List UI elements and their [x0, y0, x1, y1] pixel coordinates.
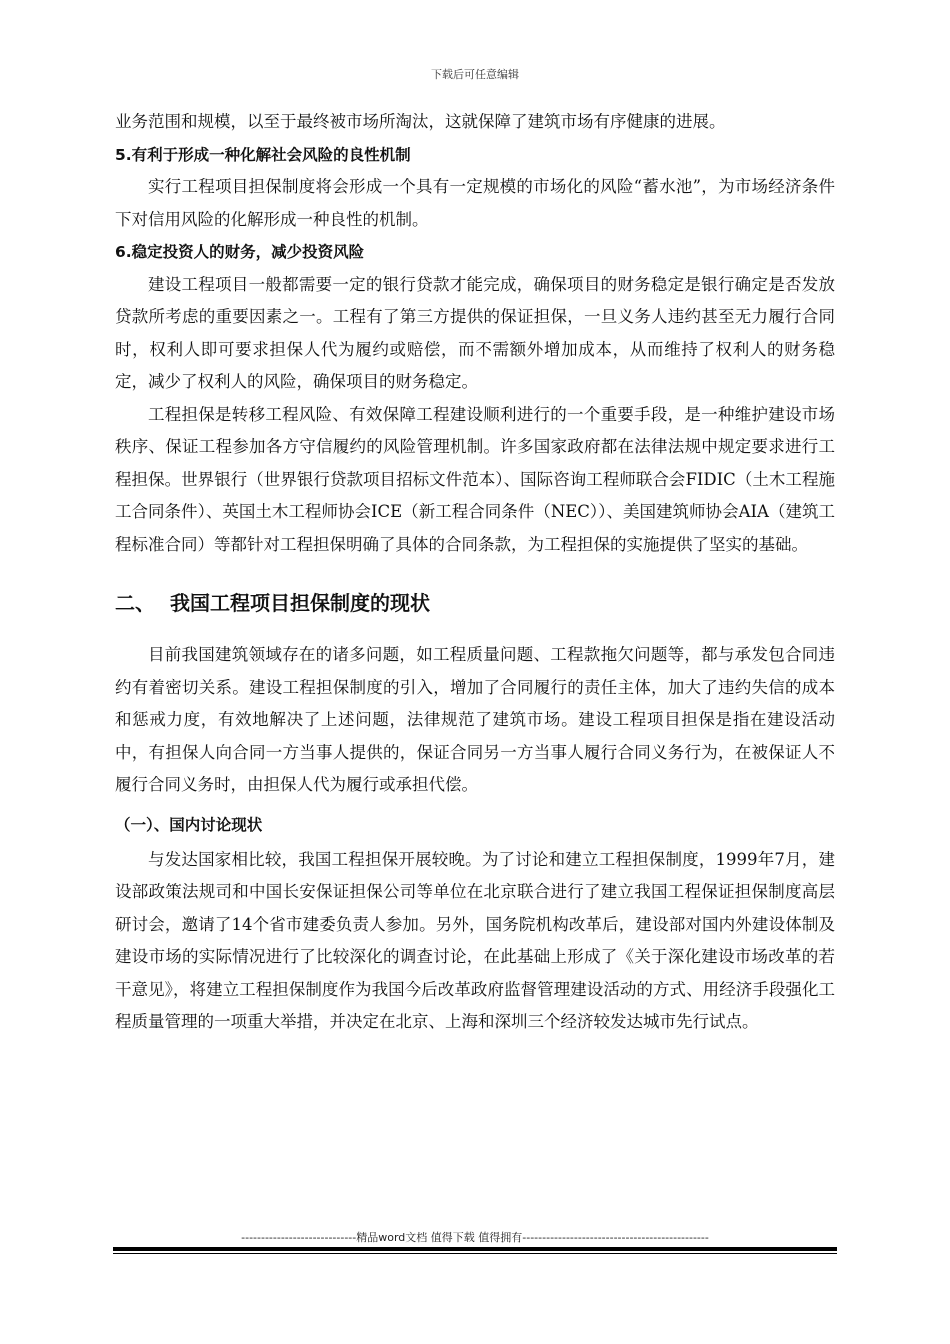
section-heading-5: 5.有利于形成一种化解社会风险的良性机制	[115, 145, 411, 164]
paragraph: 建设工程项目一般都需要一定的银行贷款才能完成，确保项目的财务稳定是银行确定是否发放贷款所考虑的重要因素之一。工程有了第三方提供的保证担保，一旦义务人违约甚至无力履行合同时，权利人即可要求担保人代为履约或赔偿，而不需额外增加成本，从而维持了权利人的财务稳定，减少了权利人的风险，确保项目的财务稳定。	[115, 274, 835, 391]
chapter-title: 我国工程项目担保制度的现状	[170, 591, 430, 615]
chapter-heading	[115, 587, 835, 619]
paragraph: 实行工程项目担保制度将会形成一个具有一定规模的市场化的风险“蓄水池”，为市场经济条件下对信用风险的化解形成一种良性的机制。	[115, 177, 835, 229]
page-header: 下载后可任意编辑	[431, 68, 519, 81]
chapter-number: 二、	[115, 591, 155, 615]
footer-rule-thick	[113, 1247, 837, 1251]
subsection-heading: （一）、国内讨论现状	[115, 815, 263, 834]
paragraph: 与发达国家相比较，我国工程担保开展较晚。为了讨论和建立工程担保制度，1999年7月，建设部政策法规司和中国长安保证担保公司等单位在北京联合进行了建立我国工程保证担保制度高层研讨会，邀请了14个省市建委负责人参加。另外，国务院机构改革后，建设部对国内外建设体制及建设市场的实际情况进行了比较深化的调查讨论，在此基础上形成了《关于深化建设市场改革的若干意见》，将建立工程担保制度作为我国今后改革政府监督管理建设活动的方式、用经济手段强化工程质量管理的一项重大举措，并决定在北京、上海和深圳三个经济较发达城市先行试点。	[115, 849, 835, 1031]
document-body	[115, 106, 835, 1039]
paragraph: 目前我国建筑领域存在的诸多问题，如工程质量问题、工程款拖欠问题等，都与承发包合同违约有着密切关系。建设工程担保制度的引入，增加了合同履行的责任主体，加大了违约失信的成本和惩戒力度，有效地解决了上述问题，法律规范了建筑市场。建设工程项目担保是指在建设活动中，有担保人向合同一方当事人提供的，保证合同另一方当事人履行合同义务行为，在被保证人不履行合同义务时，由担保人代为履行或承担代偿。	[115, 645, 835, 794]
footer-rule-thin	[113, 1253, 837, 1254]
paragraph: 业务范围和规模，以至于最终被市场所淘汰，这就保障了建筑市场有序健康的进展。	[115, 112, 726, 131]
page-footer: -----------------------------精品word文档 值得下载 值得拥有-----------------------------------------------	[241, 1231, 709, 1244]
paragraph: 工程担保是转移工程风险、有效保障工程建设顺利进行的一个重要手段，是一种维护建设市场秩序、保证工程参加各方守信履约的风险管理机制。许多国家政府都在法律法规中规定要求进行工程担保。世界银行（世界银行贷款项目招标文件范本）、国际咨询工程师联合会FIDIC（土木工程施工合同条件）、英国土木工程师协会ICE（新工程合同条件（NEC））、美国建筑师协会AIA（建筑工程标准合同）等都针对工程担保明确了具体的合同条款，为工程担保的实施提供了坚实的基础。	[115, 404, 835, 554]
section-heading-6: 6.稳定投资人的财务，减少投资风险	[115, 243, 365, 261]
